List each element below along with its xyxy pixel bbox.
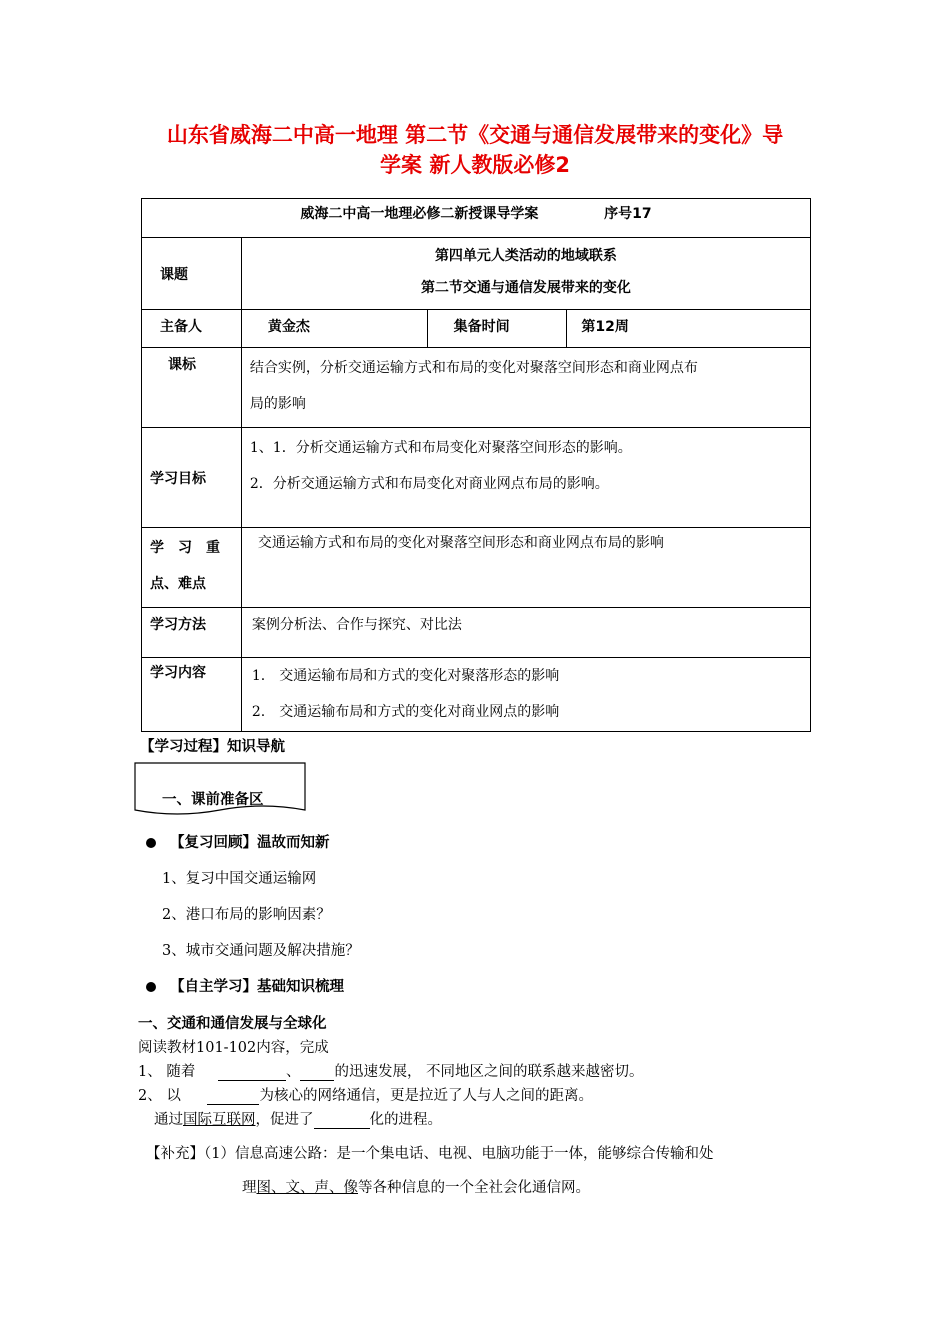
table-serial: 序号17 bbox=[604, 206, 652, 222]
key-label-line-2: 点、难点 bbox=[150, 576, 206, 592]
q1-prefix: 1、 随着 bbox=[138, 1064, 196, 1080]
read-instruction: 阅读教材101-102内容，完成 bbox=[138, 1040, 329, 1056]
supplement-prefix: 理 bbox=[242, 1180, 257, 1196]
question-1 bbox=[138, 1060, 644, 1081]
blank-field[interactable] bbox=[207, 1088, 259, 1105]
q1-suffix: 的迅速发展， 不同地区之间的联系越来越密切。 bbox=[334, 1064, 644, 1080]
supplement-line-1: 【补充】（1）信息高速公路：是一个集电话、电视、电脑功能于一体，能够综合传输和处 bbox=[146, 1146, 714, 1162]
time-label: 集备时间 bbox=[427, 310, 567, 348]
banner-label: 一、课前准备区 bbox=[162, 792, 264, 808]
goal-2: 2．分析交通运输方式和布局变化对商业网点布局的影响。 bbox=[249, 476, 609, 492]
standard-line-1: 结合实例，分析交通运输方式和布局的变化对聚落空间形态和商业网点布 bbox=[249, 360, 698, 376]
preparer-label: 主备人 bbox=[142, 310, 242, 348]
content-2: 2. 交通运输布局和方式的变化对商业网点的影响 bbox=[251, 704, 560, 720]
content-cell bbox=[241, 658, 810, 732]
blank-field[interactable] bbox=[300, 1064, 334, 1081]
review-title-text: 【复习回顾】温故而知新 bbox=[170, 835, 330, 851]
q2-prefix: 2、 以 bbox=[138, 1088, 181, 1104]
q3-prefix: 通过 bbox=[154, 1112, 183, 1128]
key-label-line-1: 学 习 重 bbox=[150, 540, 220, 556]
review-item-3: 3、城市交通问题及解决措施？ bbox=[162, 943, 360, 959]
q3-middle: ，促进了 bbox=[255, 1112, 314, 1128]
question-3 bbox=[154, 1108, 442, 1129]
question-2 bbox=[138, 1084, 593, 1105]
content-1: 1. 交通运输布局和方式的变化对聚落形态的影响 bbox=[251, 668, 560, 684]
content-label: 学习内容 bbox=[142, 658, 242, 732]
document-title bbox=[120, 120, 830, 180]
key-cell: 交通运输方式和布局的变化对聚落空间形态和商业网点布局的影响 bbox=[241, 528, 810, 608]
topic-line-1: 第四单元人类活动的地域联系 bbox=[434, 248, 617, 264]
review-title bbox=[146, 831, 330, 852]
blank-field[interactable] bbox=[314, 1112, 370, 1129]
review-item-1: 1、复习中国交通运输网 bbox=[162, 871, 317, 887]
standard-cell bbox=[241, 348, 810, 428]
standard-label: 课标 bbox=[142, 348, 242, 428]
section1-heading: 一、交通和通信发展与全球化 bbox=[138, 1016, 327, 1032]
time-value: 第12周 bbox=[567, 310, 811, 348]
title-line-2: 学案 新人教版必修2 bbox=[380, 153, 570, 177]
table-header bbox=[142, 199, 811, 238]
goal-1: 1、1．分析交通运输方式和布局变化对聚落空间形态的影响。 bbox=[249, 440, 632, 456]
q3-underlined: 国际互联网 bbox=[183, 1112, 256, 1128]
method-label: 学习方法 bbox=[142, 608, 242, 658]
method-cell: 案例分析法、合作与探究、对比法 bbox=[241, 608, 810, 658]
bullet-icon bbox=[146, 838, 156, 848]
key-label bbox=[142, 528, 242, 608]
blank-field[interactable] bbox=[218, 1064, 286, 1081]
q2-suffix: 为核心的网络通信，更是拉近了人与人之间的距离。 bbox=[259, 1088, 593, 1104]
topic-line-2: 第二节交通与通信发展带来的变化 bbox=[420, 280, 631, 296]
q3-suffix: 化的进程。 bbox=[369, 1112, 442, 1128]
goal-label: 学习目标 bbox=[142, 428, 242, 528]
process-heading: 【学习过程】知识导航 bbox=[140, 739, 285, 755]
supplement-suffix: 等各种信息的一个全社会化通信网。 bbox=[358, 1180, 590, 1196]
standard-line-2: 局的影响 bbox=[249, 396, 306, 412]
bullet-icon bbox=[146, 982, 156, 992]
title-line-1: 山东省威海二中高一地理 第二节《交通与通信发展带来的变化》导 bbox=[166, 123, 784, 147]
preparer-value: 黄金杰 bbox=[241, 310, 427, 348]
table-header-title: 威海二中高一地理必修二新授课导学案 bbox=[300, 206, 539, 222]
review-item-2: 2、港口布局的影响因素？ bbox=[162, 907, 331, 923]
q1-sep: 、 bbox=[285, 1064, 301, 1080]
self-study-title-text: 【自主学习】基础知识梳理 bbox=[170, 979, 344, 995]
topic-cell bbox=[241, 238, 810, 310]
supplement-line-2 bbox=[242, 1176, 590, 1197]
topic-label: 课题 bbox=[142, 238, 242, 310]
lesson-plan-table bbox=[141, 198, 811, 732]
supplement-underlined: 图、文、声、像 bbox=[256, 1180, 358, 1196]
goal-cell bbox=[241, 428, 810, 528]
self-study-title bbox=[146, 975, 344, 996]
